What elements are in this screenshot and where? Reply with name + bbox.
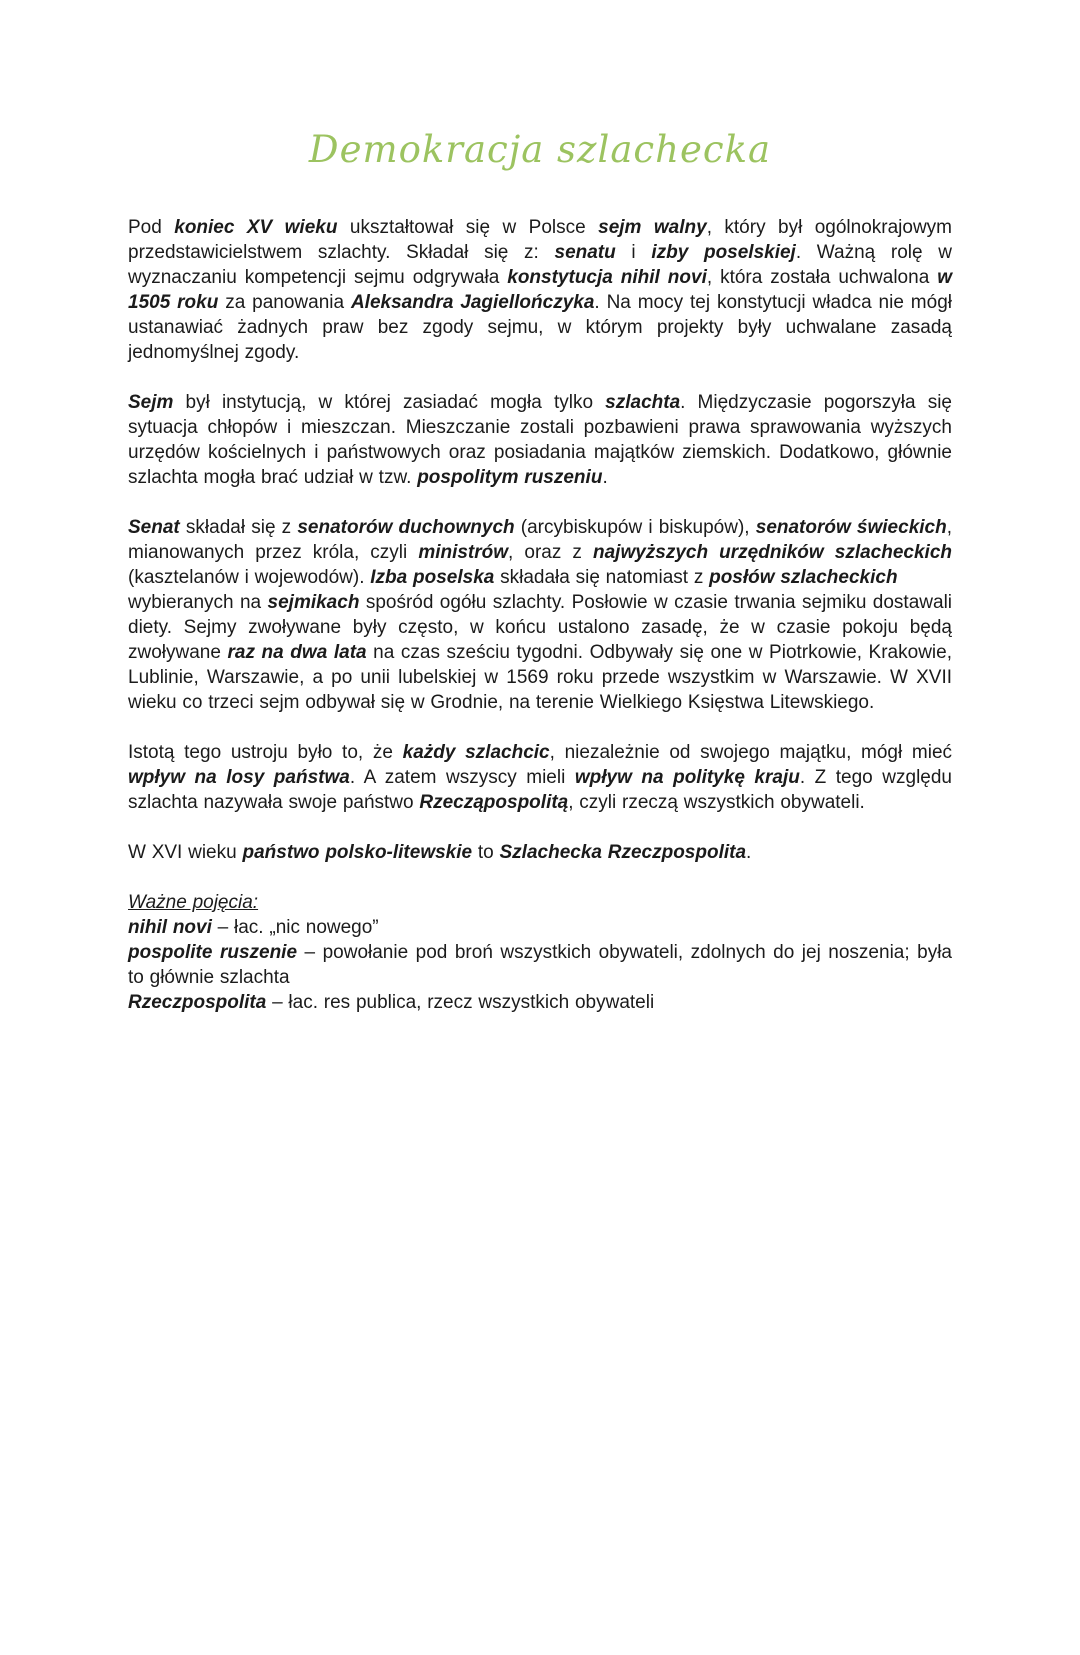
emphasized-text: senatorów duchownych xyxy=(297,517,515,538)
emphasized-text: wpływ na politykę kraju xyxy=(574,767,800,788)
body-text: . xyxy=(746,842,752,863)
body-text: – łac. „nic nowego” xyxy=(211,917,379,938)
emphasized-text: pospolitym ruszeniu xyxy=(417,467,603,488)
body-text: to xyxy=(472,842,500,863)
emphasized-text: koniec XV wieku xyxy=(174,217,338,238)
body-text: – powołanie pod broń wszystkich obywateli, zdolnych do jej noszenia; była to głównie szlachta xyxy=(128,942,952,988)
body-text: spośród ogółu szlachty. Posłowie w czasie trwania sejmiku dostawali diety. Sejmy zwoływane były często, w końcu ustalono zasadę, że w czasie pokoju będą zwoływane xyxy=(128,592,953,663)
emphasized-text: Izba poselska xyxy=(370,567,495,588)
body-text: składał się z xyxy=(179,517,298,538)
emphasized-text: pospolite ruszenie xyxy=(128,942,298,963)
body-text: . Z tego względu szlachta nazywała swoje państwo xyxy=(128,767,952,813)
glossary-def-rzeczpospolita xyxy=(128,990,952,1015)
emphasized-text: każdy szlachcic xyxy=(402,742,550,763)
emphasized-text: sejm walny xyxy=(598,217,707,238)
emphasized-text: Rzeczpospolita xyxy=(128,992,267,1013)
body-text: był instytucją, w której zasiadać mogła tylko xyxy=(173,392,606,413)
emphasized-text: w 1505 roku xyxy=(128,267,952,313)
emphasized-text: szlachta xyxy=(605,392,681,413)
body-text: Istotą tego ustroju było to, że xyxy=(128,742,403,763)
document-page xyxy=(0,128,1080,1655)
glossary-heading xyxy=(128,890,952,915)
body-text: ukształtował się w Polsce xyxy=(337,217,599,238)
body-text: (arcybiskupów i biskupów), xyxy=(514,517,756,538)
body-text: Pod xyxy=(128,217,175,238)
body-text: , która została uchwalona xyxy=(706,267,938,288)
emphasized-text: sejmikach xyxy=(267,592,360,613)
glossary-def-pospolite-ruszenie xyxy=(128,940,952,990)
document-title: Demokracja szlachecka xyxy=(308,128,772,171)
emphasized-text: senatorów świeckich xyxy=(755,517,947,538)
glossary-def-nihil-novi xyxy=(128,915,952,940)
paragraph-sejm-szlachta xyxy=(128,390,952,490)
body-text: . Międzyczasie pogorszyła się sytuacja chłopów i mieszczan. Mieszczanie zostali pozbawieni prawa sprawowania wyższych urzędów kościelnych i państwowych oraz posiadania majątków ziemskich. Dodatkowo, głównie szlachta mogła brać udział w tzw. xyxy=(128,392,952,488)
emphasized-text: wpływ na losy państwa xyxy=(128,767,350,788)
body-text: . xyxy=(602,467,608,488)
body-text: . A zatem wszyscy mieli xyxy=(349,767,575,788)
body-text: za panowania xyxy=(218,292,351,313)
paragraph-senat-izba-poselska xyxy=(128,515,952,715)
emphasized-text: izby poselskiej xyxy=(651,242,796,263)
emphasized-text: ministrów xyxy=(418,542,509,563)
body-text: . Na mocy tej konstytucji władca nie mógł ustanawiać żadnych praw bez zgody sejmu, w którym projekty były uchwalane zasadą jednomyślnej zgody. xyxy=(128,292,952,363)
body-text: i xyxy=(615,242,652,263)
body-text: (kasztelanów i wojewodów). xyxy=(128,567,371,588)
body-text: , oraz z xyxy=(508,542,593,563)
emphasized-text: raz na dwa lata xyxy=(227,642,367,663)
emphasized-text: Sejm xyxy=(128,392,174,413)
emphasized-text: konstytucja nihil novi xyxy=(507,267,707,288)
paragraph-xvi-wiek xyxy=(128,840,952,865)
body-text: składała się natomiast z xyxy=(494,567,710,588)
emphasized-text: posłów szlacheckich xyxy=(709,567,898,588)
body-text: , mianowanych przez króla, czyli xyxy=(128,517,952,563)
body-text: – łac. res publica, rzecz wszystkich obywateli xyxy=(266,992,655,1013)
emphasized-text: Aleksandra Jagiellończyka xyxy=(350,292,595,313)
body-text: wybieranych na xyxy=(128,592,268,613)
body-text: . Ważną rolę w wyznaczaniu kompetencji sejmu odgrywała xyxy=(128,242,952,288)
body-text: na czas sześciu tygodni. Odbywały się one w Piotrkowie, Krakowie, Lublinie, Warszawie, a po unii lubelskiej w 1569 roku przede wszystkim w Warszawie. W XVII wieku co trzeci sejm odbywał się w Grodnie, na terenie Wielkiego Księstwa Litewskiego. xyxy=(128,642,952,713)
emphasized-text: Senat xyxy=(128,517,180,538)
body-text: W XVI wieku xyxy=(128,842,243,863)
body-text: , niezależnie od swojego majątku, mógł mieć xyxy=(549,742,953,763)
emphasized-text: Ważne pojęcia: xyxy=(128,892,259,913)
emphasized-text: Rzecząpospolitą xyxy=(419,792,569,813)
paragraph-sejm-walny-intro xyxy=(128,215,952,365)
emphasized-text: państwo polsko-litewskie xyxy=(242,842,473,863)
body-text: , czyli rzeczą wszystkich obywateli. xyxy=(568,792,865,813)
emphasized-text: Szlachecka Rzeczpospolita xyxy=(499,842,747,863)
emphasized-text: senatu xyxy=(554,242,616,263)
paragraph-istota-ustroju xyxy=(128,740,952,815)
emphasized-text: nihil novi xyxy=(128,917,212,938)
body-text: , który był ogólnokrajowym przedstawicielstwem szlachty. Składał się z: xyxy=(128,217,953,263)
emphasized-text: najwyższych urzędników szlacheckich xyxy=(593,542,952,563)
